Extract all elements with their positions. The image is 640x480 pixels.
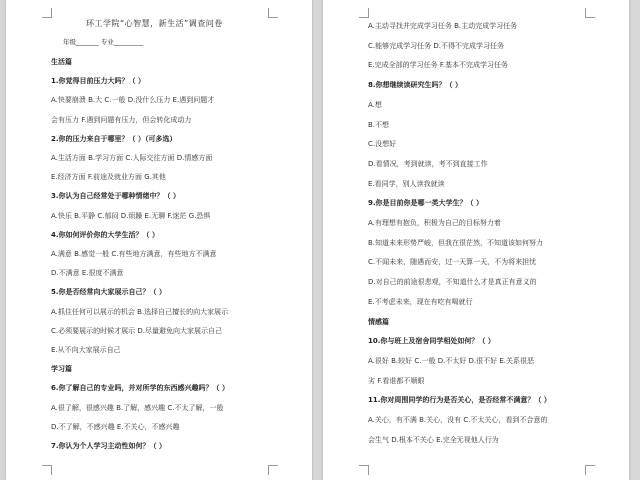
answer-options: A.有理想有抱负，积极为自己的目标努力着: [368, 219, 501, 227]
answer-options: 会生气 D.根本不关心 E.完全无视他人行为: [368, 435, 499, 444]
answer-options: A.很好 B.较好 C.一般 D.不太好 D.很不好 E.关系很恶: [368, 356, 535, 365]
question-text: 9.你是目前你是哪一类大学生？（ ）: [368, 199, 483, 208]
answer-options: E.不考虑未来，现在有吃有喝就行: [368, 297, 473, 306]
question-text: 10.你与班上及宿舍同学相处如何？（ ）: [368, 337, 495, 346]
answer-options: A.关心，有不满 B.关心，没有 C.不太关心，看到不合意的: [368, 416, 548, 424]
answer-options: A.很了解，很感兴趣 B.了解，感兴趣 C.不太了解，一般: [51, 403, 224, 412]
answer-options: D.对自己的前途很悲观，不知道什么才是真正有意义的: [368, 278, 537, 287]
grade-major-fields: 年级_______ 专业_________: [63, 38, 144, 46]
answer-options: A.主动寻找并完成学习任务 B.主动完成学习任务: [368, 22, 518, 30]
crop-mark: [268, 8, 278, 18]
section-heading: 学习篇: [51, 365, 72, 374]
crop-mark: [359, 8, 369, 18]
page-title: 环工学院“心智慧，新生活”调查问卷: [86, 19, 223, 28]
crop-mark: [42, 8, 52, 18]
answer-options: C.不闻未来，随遇而安，过一天算一天，不为将来担忧: [368, 258, 537, 267]
answer-options: A.生活方面 B.学习方面 C.人际交往方面 D.情感方面: [51, 154, 213, 162]
answer-options: A.想: [368, 100, 382, 109]
answer-options: E.完成全部的学习任务 F.基本不完成学习任务: [368, 61, 508, 70]
answer-options: A.快乐 B.平静 C.郁闷 D.烦躁 E.无聊 F.迷茫 G.恐惧: [51, 211, 211, 220]
answer-options: D.看情况，考到就读，考不到直接工作: [368, 159, 488, 168]
crop-mark: [585, 465, 595, 475]
answer-options: B.不想: [368, 120, 390, 129]
answer-options: D.不满意 E.很度不满意: [51, 269, 124, 278]
answer-options: B.知道未来形势严峻，但我在很茫然，不知道该如何努力: [368, 238, 544, 247]
question-text: 2.你的压力来自于哪里？（ ）（可多选）: [51, 134, 177, 143]
answer-options: C.必须要展示的时候才展示 D.尽量避免向大家展示自己: [51, 326, 222, 335]
answer-options: E.看同学，别人读我就读: [368, 179, 445, 188]
section-heading: 情感篇: [368, 317, 389, 326]
crop-mark: [268, 465, 278, 475]
document-page-right: [323, 0, 629, 480]
crop-mark: [359, 465, 369, 475]
question-text: 4.你如何评价你的大学生活？（ ）: [51, 230, 159, 239]
answer-options: A.抓住任何可以展示的机会 B.选择自己擅长的向大家展示: [51, 307, 229, 316]
question-text: 8.你想继续读研究生吗？（ ）: [368, 81, 462, 90]
answer-options: D.不了解，不感兴趣 E.不关心，不感兴趣: [51, 422, 180, 431]
answer-options: 会有压力 F.遇到问题有压力，但会转化成动力: [51, 115, 192, 124]
answer-options: A.满意 B.感觉一般 C.有些地方满意，有些地方不满意: [51, 250, 217, 258]
question-text: 3.你认为自己经常处于哪种情绪中？（ ）: [51, 192, 180, 201]
crop-mark: [585, 8, 595, 18]
answer-options: C.能够完成学习任务 D.不得不完成学习任务: [368, 41, 504, 50]
question-text: 6.你了解自己的专业吗，并对所学的东西感兴趣吗？（ ）: [51, 384, 229, 393]
section-heading: 生活篇: [51, 58, 72, 66]
answer-options: E.从不向大家展示自己: [51, 346, 121, 354]
answer-options: E.经济方面 F.前途及就业方面 G.其他: [51, 173, 166, 182]
question-text: 7.你认为个人学习主动性如何？（ ）: [51, 442, 166, 450]
question-text: 1.你觉得目前压力大吗？（ ）: [51, 77, 145, 86]
question-text: 5.你是否经常向大家展示自己？（ ）: [51, 288, 166, 297]
question-text: 11.你对周围同学的行为是否关心，是否经常不满意？（ ）: [368, 396, 551, 405]
document-page-left: [6, 0, 312, 480]
answer-options: 劣 F.看谁都不顺眼: [368, 376, 425, 385]
answer-options: A.快要崩溃 B.大 C.一般 D.没什么压力 E.遇到问题才: [51, 96, 215, 105]
crop-mark: [42, 465, 52, 475]
answer-options: C.没想好: [368, 140, 397, 149]
